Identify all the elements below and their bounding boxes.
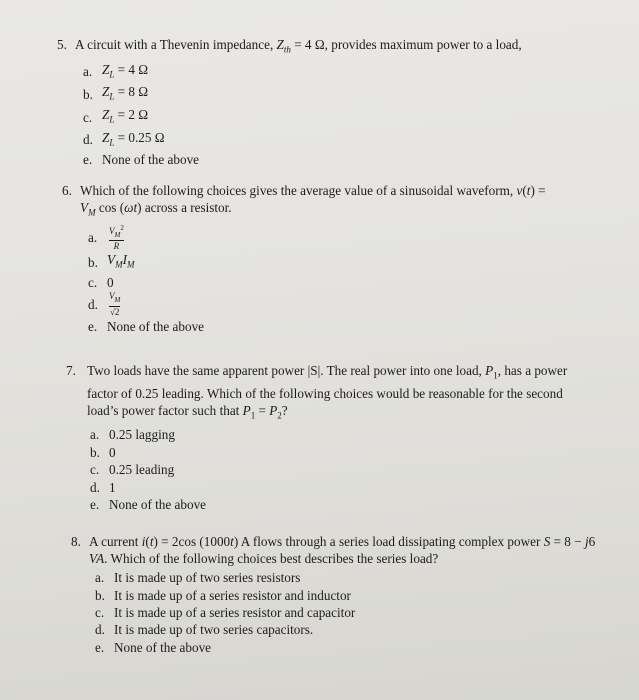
- option-c[interactable]: c. 0: [88, 274, 602, 291]
- question-8: [71, 533, 601, 656]
- option-text: $Z_L = 0.25$ Ω: [102, 129, 165, 148]
- option-text: $\frac{V_M^2}{R}$: [109, 223, 124, 252]
- question-5: [57, 36, 617, 169]
- option-text: None of the above: [114, 639, 212, 655]
- question-stem: A current i(t) = 2cos (1000t) A flows through a series load dissipating complex power S = 8 − j6 VA. Which of the following choices best describes the series load?: [89, 534, 596, 566]
- question-6: [62, 182, 602, 335]
- option-text: $\frac{V_M}{√2}$: [109, 291, 121, 317]
- option-d[interactable]: d. 1: [90, 478, 586, 495]
- option-text: $Z_L = 4$ Ω: [102, 61, 149, 80]
- question-number: 5.: [57, 37, 67, 52]
- option-text: 0.25 leading: [109, 462, 175, 478]
- option-d[interactable]: d. It is made up of two series capacitors.: [95, 621, 601, 638]
- option-text: 0: [109, 444, 116, 460]
- option-b[interactable]: b. It is made up of a series resistor and inductor: [95, 586, 601, 603]
- option-b[interactable]: b. $Z_L = 8$ Ω: [83, 83, 617, 106]
- question-7: [66, 362, 586, 513]
- option-e[interactable]: e. None of the above: [88, 317, 602, 334]
- option-d[interactable]: d. $Z_L = 0.25$ Ω: [83, 129, 617, 152]
- option-b[interactable]: b. 0: [90, 444, 586, 461]
- option-text: $V_MI_M$: [107, 252, 135, 271]
- option-text: 1: [109, 479, 116, 495]
- option-d[interactable]: d. $\frac{V_M}{√2}$: [88, 291, 602, 317]
- option-a[interactable]: a. $\frac{V_M^2}{R}$: [88, 224, 602, 252]
- option-text: None of the above: [107, 318, 205, 334]
- option-text: It is made up of a series resistor and capacitor: [114, 604, 356, 620]
- option-c[interactable]: c. $Z_L = 2$ Ω: [83, 106, 617, 129]
- option-c[interactable]: c. 0.25 leading: [90, 461, 586, 478]
- question-number: 6.: [62, 183, 72, 198]
- option-c[interactable]: c. It is made up of a series resistor and capacitor: [95, 604, 601, 621]
- question-stem: Two loads have the same apparent power |S|. The real power into one load, $P_1$, has a power factor of 0.25 leading. Which of the following choices would be reasonable for the second load’s power factor such that $P_1 = P_2$?: [87, 363, 568, 421]
- option-text: $Z_L = 8$ Ω: [102, 84, 149, 102]
- option-text: None of the above: [109, 497, 207, 513]
- option-e[interactable]: e. None of the above: [95, 639, 601, 656]
- option-text: None of the above: [102, 152, 200, 168]
- option-e[interactable]: e. None of the above: [90, 496, 586, 513]
- option-a[interactable]: a. 0.25 lagging: [90, 426, 586, 443]
- option-text: It is made up of two series capacitors.: [114, 622, 314, 638]
- question-number: 7.: [66, 363, 76, 378]
- option-text: It is made up of two series resistors: [114, 570, 301, 586]
- option-a[interactable]: a. It is made up of two series resistors: [95, 569, 601, 586]
- option-text: 0: [107, 275, 114, 291]
- option-text: $Z_L = 2$ Ω: [102, 106, 149, 125]
- option-text: 0.25 lagging: [109, 427, 175, 443]
- question-stem: Which of the following choices gives the average value of a sinusoidal waveform, v(t) = $V_M$ cos (ωt) across a resistor.: [80, 183, 546, 218]
- option-text: It is made up of a series resistor and inductor: [114, 587, 351, 603]
- option-b[interactable]: b. $V_MI_M$: [88, 251, 602, 274]
- option-e[interactable]: e. None of the above: [83, 151, 617, 168]
- question-number: 8.: [71, 534, 81, 549]
- option-a[interactable]: a. $Z_L = 4$ Ω: [83, 61, 617, 84]
- question-stem: A circuit with a Thevenin impedance, $Z_{th} = 4$ Ω, provides maximum power to a load,: [75, 37, 522, 55]
